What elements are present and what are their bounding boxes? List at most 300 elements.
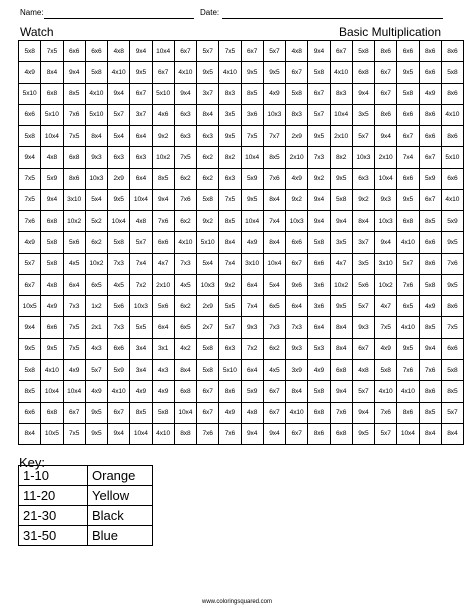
grid-cell: 7x6	[397, 274, 419, 295]
grid-cell: 6x3	[197, 126, 219, 147]
grid-cell: 3x9	[286, 359, 308, 380]
grid-cell: 5x3	[308, 338, 330, 359]
grid-cell: 4x7	[152, 253, 174, 274]
grid-cell: 7x6	[263, 168, 285, 189]
grid-cell: 6x7	[152, 62, 174, 83]
grid-cell: 5x6	[152, 296, 174, 317]
grid-cell: 6x2	[174, 296, 196, 317]
grid-cell: 4x10	[397, 381, 419, 402]
grid-cell: 6x6	[441, 168, 463, 189]
grid-cell: 4x9	[241, 232, 263, 253]
grid-cell: 8x4	[219, 232, 241, 253]
grid-cell: 9x2	[286, 189, 308, 210]
grid-cell: 10x2	[375, 274, 397, 295]
grid-cell: 9x4	[108, 423, 130, 444]
date-line	[222, 18, 443, 19]
grid-cell: 5x8	[308, 62, 330, 83]
worksheet-subject: Basic Multiplication	[338, 25, 441, 39]
date-label: Date:	[200, 8, 220, 17]
grid-cell: 9x4	[174, 83, 196, 104]
grid-cell: 2x7	[197, 317, 219, 338]
grid-cell: 6x5	[397, 296, 419, 317]
grid-cell: 9x5	[441, 274, 463, 295]
grid-cell: 7x6	[397, 359, 419, 380]
grid-cell: 8x5	[130, 402, 152, 423]
grid-cell: 4x9	[375, 338, 397, 359]
grid-cell: 9x2	[352, 189, 374, 210]
grid-cell: 8x6	[441, 83, 463, 104]
key-color-name: Orange	[88, 466, 153, 486]
grid-row	[19, 211, 464, 232]
grid-cell: 7x5	[63, 126, 85, 147]
grid-cell: 7x6	[19, 211, 41, 232]
grid-cell: 9x4	[375, 126, 397, 147]
grid-cell: 5x8	[19, 126, 41, 147]
grid-cell: 7x5	[174, 147, 196, 168]
grid-cell: 5x7	[263, 41, 285, 62]
grid-cell: 5x8	[352, 41, 374, 62]
grid-cell: 8x6	[419, 104, 441, 125]
grid-cell: 5x9	[108, 359, 130, 380]
grid-cell: 4x8	[41, 147, 63, 168]
grid-cell: 4x6	[152, 104, 174, 125]
grid-cell: 6x7	[330, 41, 352, 62]
grid-cell: 8x4	[174, 359, 196, 380]
grid-cell: 2x9	[197, 296, 219, 317]
key-row	[19, 486, 153, 506]
grid-cell: 10x3	[130, 296, 152, 317]
grid-cell: 7x5	[19, 168, 41, 189]
title-row	[18, 24, 443, 40]
grid-cell: 4x9	[152, 381, 174, 402]
grid-cell: 4x9	[85, 381, 107, 402]
grid-cell: 8x5	[19, 381, 41, 402]
grid-cell: 7x4	[130, 253, 152, 274]
grid-cell: 10x3	[286, 211, 308, 232]
grid-cell: 9x2	[219, 274, 241, 295]
grid-cell: 6x6	[19, 104, 41, 125]
grid-cell: 4x9	[286, 168, 308, 189]
grid-cell: 5x10	[197, 232, 219, 253]
grid-cell: 3x5	[330, 232, 352, 253]
grid-cell: 10x4	[130, 423, 152, 444]
grid-cell: 10x4	[241, 211, 263, 232]
name-line	[44, 18, 194, 19]
grid-cell: 6x7	[286, 423, 308, 444]
grid-cell: 10x3	[197, 274, 219, 295]
grid-cell: 3x10	[63, 189, 85, 210]
grid-cell: 5x10	[152, 83, 174, 104]
grid-cell: 4x8	[286, 41, 308, 62]
grid-cell: 4x8	[108, 41, 130, 62]
grid-cell: 7x5	[41, 41, 63, 62]
grid-cell: 4x10	[286, 402, 308, 423]
grid-cell: 5x8	[308, 381, 330, 402]
grid-cell: 10x4	[241, 147, 263, 168]
grid-cell: 4x5	[63, 253, 85, 274]
grid-cell: 6x8	[63, 147, 85, 168]
grid-cell: 9x4	[308, 189, 330, 210]
grid-cell: 5x8	[397, 83, 419, 104]
grid-cell: 8x2	[219, 147, 241, 168]
grid-row	[19, 168, 464, 189]
grid-cell: 9x5	[308, 126, 330, 147]
grid-cell: 3x7	[197, 83, 219, 104]
grid-cell: 8x6	[419, 41, 441, 62]
grid-cell: 9x5	[108, 189, 130, 210]
grid-cell: 10x4	[375, 168, 397, 189]
grid-cell: 10x2	[85, 253, 107, 274]
grid-cell: 6x7	[197, 402, 219, 423]
grid-cell: 5x8	[152, 402, 174, 423]
grid-cell: 2x9	[286, 126, 308, 147]
grid-cell: 5x8	[41, 232, 63, 253]
grid-cell: 5x8	[197, 359, 219, 380]
grid-cell: 5x9	[441, 211, 463, 232]
grid-cell: 9x4	[41, 189, 63, 210]
grid-cell: 5x5	[130, 317, 152, 338]
grid-cell: 5x6	[352, 274, 374, 295]
grid-cell: 6x7	[241, 41, 263, 62]
name-date-header	[18, 8, 443, 20]
grid-row	[19, 62, 464, 83]
grid-cell: 5x5	[219, 296, 241, 317]
grid-cell: 10x3	[263, 104, 285, 125]
grid-cell: 4x9	[219, 402, 241, 423]
grid-cell: 5x8	[41, 253, 63, 274]
grid-cell: 4x10	[174, 62, 196, 83]
grid-cell: 5x10	[85, 104, 107, 125]
grid-cell: 7x5	[19, 189, 41, 210]
grid-cell: 4x8	[41, 274, 63, 295]
grid-cell: 9x5	[19, 338, 41, 359]
grid-cell: 4x3	[85, 338, 107, 359]
grid-cell: 6x4	[152, 317, 174, 338]
key-range: 21-30	[19, 506, 88, 526]
grid-cell: 7x4	[263, 211, 285, 232]
grid-cell: 6x6	[152, 232, 174, 253]
grid-cell: 7x5	[63, 338, 85, 359]
grid-cell: 6x4	[308, 317, 330, 338]
grid-cell: 7x3	[108, 253, 130, 274]
grid-cell: 6x7	[174, 41, 196, 62]
grid-cell: 9x4	[308, 211, 330, 232]
grid-cell: 3x10	[375, 253, 397, 274]
grid-cell: 4x9	[308, 359, 330, 380]
grid-cell: 3x5	[352, 253, 374, 274]
grid-cell: 8x4	[286, 381, 308, 402]
grid-cell: 9x2	[197, 211, 219, 232]
grid-cell: 8x6	[219, 381, 241, 402]
grid-cell: 9x4	[241, 423, 263, 444]
grid-cell: 7x6	[441, 253, 463, 274]
grid-cell: 9x4	[152, 189, 174, 210]
grid-cell: 10x4	[63, 381, 85, 402]
grid-cell: 3x6	[308, 274, 330, 295]
grid-cell: 7x5	[219, 41, 241, 62]
grid-cell: 2x10	[152, 274, 174, 295]
grid-cell: 9x2	[152, 126, 174, 147]
grid-cell: 9x5	[263, 62, 285, 83]
grid-cell: 7x5	[241, 126, 263, 147]
footer-url: www.coloringsquared.com	[201, 599, 273, 605]
grid-cell: 5x8	[108, 232, 130, 253]
grid-cell: 8x8	[174, 423, 196, 444]
grid-cell: 10x3	[85, 168, 107, 189]
grid-cell: 4x10	[174, 232, 196, 253]
grid-cell: 7x4	[241, 296, 263, 317]
grid-cell: 5x8	[85, 62, 107, 83]
grid-cell: 6x6	[41, 317, 63, 338]
grid-cell: 8x6	[375, 104, 397, 125]
color-key-table	[18, 465, 153, 546]
grid-row	[19, 147, 464, 168]
grid-cell: 9x3	[375, 189, 397, 210]
grid-cell: 8x6	[441, 126, 463, 147]
grid-cell: 8x5	[63, 83, 85, 104]
grid-cell: 9x5	[130, 62, 152, 83]
grid-cell: 4x5	[174, 274, 196, 295]
grid-cell: 6x5	[85, 274, 107, 295]
grid-cell: 6x3	[219, 338, 241, 359]
grid-cell: 6x4	[241, 359, 263, 380]
grid-cell: 5x7	[197, 41, 219, 62]
grid-cell: 8x5	[152, 168, 174, 189]
grid-cell: 5x8	[330, 189, 352, 210]
grid-cell: 9x5	[241, 62, 263, 83]
grid-cell: 9x5	[330, 296, 352, 317]
grid-cell: 6x7	[419, 147, 441, 168]
grid-cell: 2x1	[85, 317, 107, 338]
grid-cell: 9x4	[375, 232, 397, 253]
grid-row	[19, 274, 464, 295]
grid-cell: 7x3	[63, 296, 85, 317]
grid-cell: 6x7	[63, 402, 85, 423]
grid-cell: 5x8	[308, 232, 330, 253]
grid-cell: 6x8	[330, 359, 352, 380]
grid-row	[19, 253, 464, 274]
grid-cell: 6x7	[197, 381, 219, 402]
grid-cell: 10x3	[352, 147, 374, 168]
grid-cell: 8x4	[352, 211, 374, 232]
grid-cell: 3x4	[130, 359, 152, 380]
grid-cell: 4x10	[441, 104, 463, 125]
grid-cell: 9x4	[419, 338, 441, 359]
grid-cell: 8x3	[286, 104, 308, 125]
grid-cell: 9x4	[108, 83, 130, 104]
grid-cell: 4x8	[352, 359, 374, 380]
grid-cell: 7x3	[308, 147, 330, 168]
grid-cell: 4x10	[85, 83, 107, 104]
grid-cell: 4x9	[419, 296, 441, 317]
grid-cell: 6x6	[397, 104, 419, 125]
grid-cell: 5x7	[352, 381, 374, 402]
grid-cell: 6x6	[419, 232, 441, 253]
name-label: Name:	[20, 8, 44, 17]
grid-cell: 6x2	[197, 168, 219, 189]
grid-cell: 8x4	[330, 338, 352, 359]
grid-cell: 8x4	[330, 317, 352, 338]
grid-cell: 10x4	[130, 189, 152, 210]
grid-cell: 10x4	[41, 381, 63, 402]
grid-cell: 6x6	[419, 62, 441, 83]
grid-cell: 6x6	[19, 402, 41, 423]
grid-row	[19, 381, 464, 402]
grid-cell: 6x7	[19, 274, 41, 295]
grid-cell: 5x7	[352, 126, 374, 147]
grid-cell: 8x4	[41, 62, 63, 83]
grid-cell: 3x5	[219, 104, 241, 125]
grid-cell: 6x6	[397, 41, 419, 62]
grid-cell: 6x4	[130, 126, 152, 147]
grid-cell: 6x6	[85, 41, 107, 62]
grid-row	[19, 359, 464, 380]
key-range: 1-10	[19, 466, 88, 486]
grid-cell: 10x4	[108, 211, 130, 232]
grid-cell: 8x6	[419, 253, 441, 274]
grid-row	[19, 104, 464, 125]
grid-cell: 6x6	[397, 168, 419, 189]
grid-cell: 5x10	[219, 359, 241, 380]
grid-cell: 6x7	[263, 381, 285, 402]
grid-cell: 6x2	[174, 168, 196, 189]
grid-cell: 8x4	[85, 126, 107, 147]
grid-cell: 5x7	[108, 104, 130, 125]
key-range: 31-50	[19, 526, 88, 546]
grid-cell: 6x5	[174, 317, 196, 338]
grid-row	[19, 317, 464, 338]
grid-cell: 3x6	[241, 104, 263, 125]
grid-cell: 7x6	[419, 359, 441, 380]
key-color-name: Black	[88, 506, 153, 526]
grid-cell: 8x6	[375, 41, 397, 62]
grid-cell: 9x5	[397, 62, 419, 83]
grid-cell: 5x8	[441, 359, 463, 380]
grid-cell: 6x4	[241, 274, 263, 295]
grid-cell: 8x3	[219, 83, 241, 104]
grid-cell: 7x3	[263, 317, 285, 338]
grid-cell: 5x9	[419, 168, 441, 189]
grid-cell: 7x3	[174, 253, 196, 274]
grid-cell: 10x4	[397, 423, 419, 444]
grid-row	[19, 338, 464, 359]
grid-row	[19, 423, 464, 444]
grid-cell: 10x2	[330, 274, 352, 295]
grid-cell: 4x3	[152, 359, 174, 380]
grid-cell: 5x7	[85, 359, 107, 380]
grid-cell: 7x3	[286, 317, 308, 338]
grid-cell: 7x2	[241, 338, 263, 359]
grid-cell: 7x6	[152, 211, 174, 232]
key-color-name: Yellow	[88, 486, 153, 506]
grid-cell: 6x6	[441, 338, 463, 359]
grid-cell: 8x4	[197, 104, 219, 125]
grid-cell: 6x5	[263, 296, 285, 317]
grid-cell: 10x3	[375, 211, 397, 232]
key-row	[19, 506, 153, 526]
grid-cell: 6x4	[63, 274, 85, 295]
grid-cell: 5x7	[441, 402, 463, 423]
grid-cell: 7x5	[375, 317, 397, 338]
grid-cell: 6x8	[41, 211, 63, 232]
grid-cell: 3x4	[130, 338, 152, 359]
grid-cell: 5x7	[308, 104, 330, 125]
grid-cell: 5x7	[397, 253, 419, 274]
grid-cell: 9x6	[286, 274, 308, 295]
grid-cell: 3x7	[352, 232, 374, 253]
grid-cell: 7x6	[330, 402, 352, 423]
grid-cell: 10x4	[330, 104, 352, 125]
grid-cell: 6x8	[308, 402, 330, 423]
grid-cell: 4x2	[174, 338, 196, 359]
key-row	[19, 526, 153, 546]
grid-cell: 4x8	[241, 402, 263, 423]
grid-cell: 6x7	[263, 402, 285, 423]
grid-cell: 6x3	[130, 147, 152, 168]
grid-cell: 9x5	[441, 232, 463, 253]
grid-cell: 6x6	[419, 126, 441, 147]
grid-row	[19, 83, 464, 104]
grid-cell: 4x7	[375, 296, 397, 317]
grid-cell: 6x8	[397, 211, 419, 232]
grid-cell: 6x7	[375, 62, 397, 83]
grid-cell: 8x6	[397, 402, 419, 423]
grid-cell: 6x7	[130, 83, 152, 104]
grid-cell: 6x3	[219, 168, 241, 189]
grid-cell: 7x7	[263, 126, 285, 147]
grid-cell: 9x5	[330, 168, 352, 189]
grid-cell: 8x6	[308, 423, 330, 444]
grid-cell: 9x4	[308, 41, 330, 62]
grid-cell: 7x6	[219, 423, 241, 444]
grid-cell: 4x9	[19, 62, 41, 83]
grid-cell: 9x5	[241, 189, 263, 210]
grid-cell: 6x7	[397, 126, 419, 147]
grid-cell: 1x2	[85, 296, 107, 317]
grid-cell: 9x3	[352, 317, 374, 338]
grid-cell: 10x2	[63, 211, 85, 232]
grid-cell: 9x5	[352, 423, 374, 444]
grid-row	[19, 189, 464, 210]
grid-cell: 10x4	[174, 402, 196, 423]
grid-cell: 8x4	[419, 423, 441, 444]
grid-cell: 7x5	[63, 423, 85, 444]
grid-cell: 5x6	[108, 296, 130, 317]
grid-cell: 10x4	[41, 126, 63, 147]
grid-cell: 6x7	[286, 62, 308, 83]
grid-row	[19, 296, 464, 317]
grid-cell: 4x7	[330, 253, 352, 274]
grid-cell: 10x4	[263, 253, 285, 274]
grid-cell: 8x5	[241, 83, 263, 104]
grid-cell: 5x2	[85, 211, 107, 232]
grid-cell: 4x10	[397, 317, 419, 338]
grid-cell: 9x4	[130, 41, 152, 62]
grid-cell: 7x5	[63, 317, 85, 338]
grid-cell: 6x3	[352, 168, 374, 189]
grid-cell: 5x9	[241, 168, 263, 189]
picture-title: Watch	[20, 25, 54, 39]
grid-cell: 9x4	[330, 211, 352, 232]
grid-cell: 8x6	[441, 41, 463, 62]
grid-cell: 9x4	[352, 402, 374, 423]
grid-cell: 5x8	[19, 41, 41, 62]
grid-cell: 6x6	[286, 232, 308, 253]
grid-row	[19, 232, 464, 253]
grid-cell: 8x2	[330, 147, 352, 168]
grid-cell: 9x4	[19, 317, 41, 338]
grid-cell: 4x10	[41, 359, 63, 380]
